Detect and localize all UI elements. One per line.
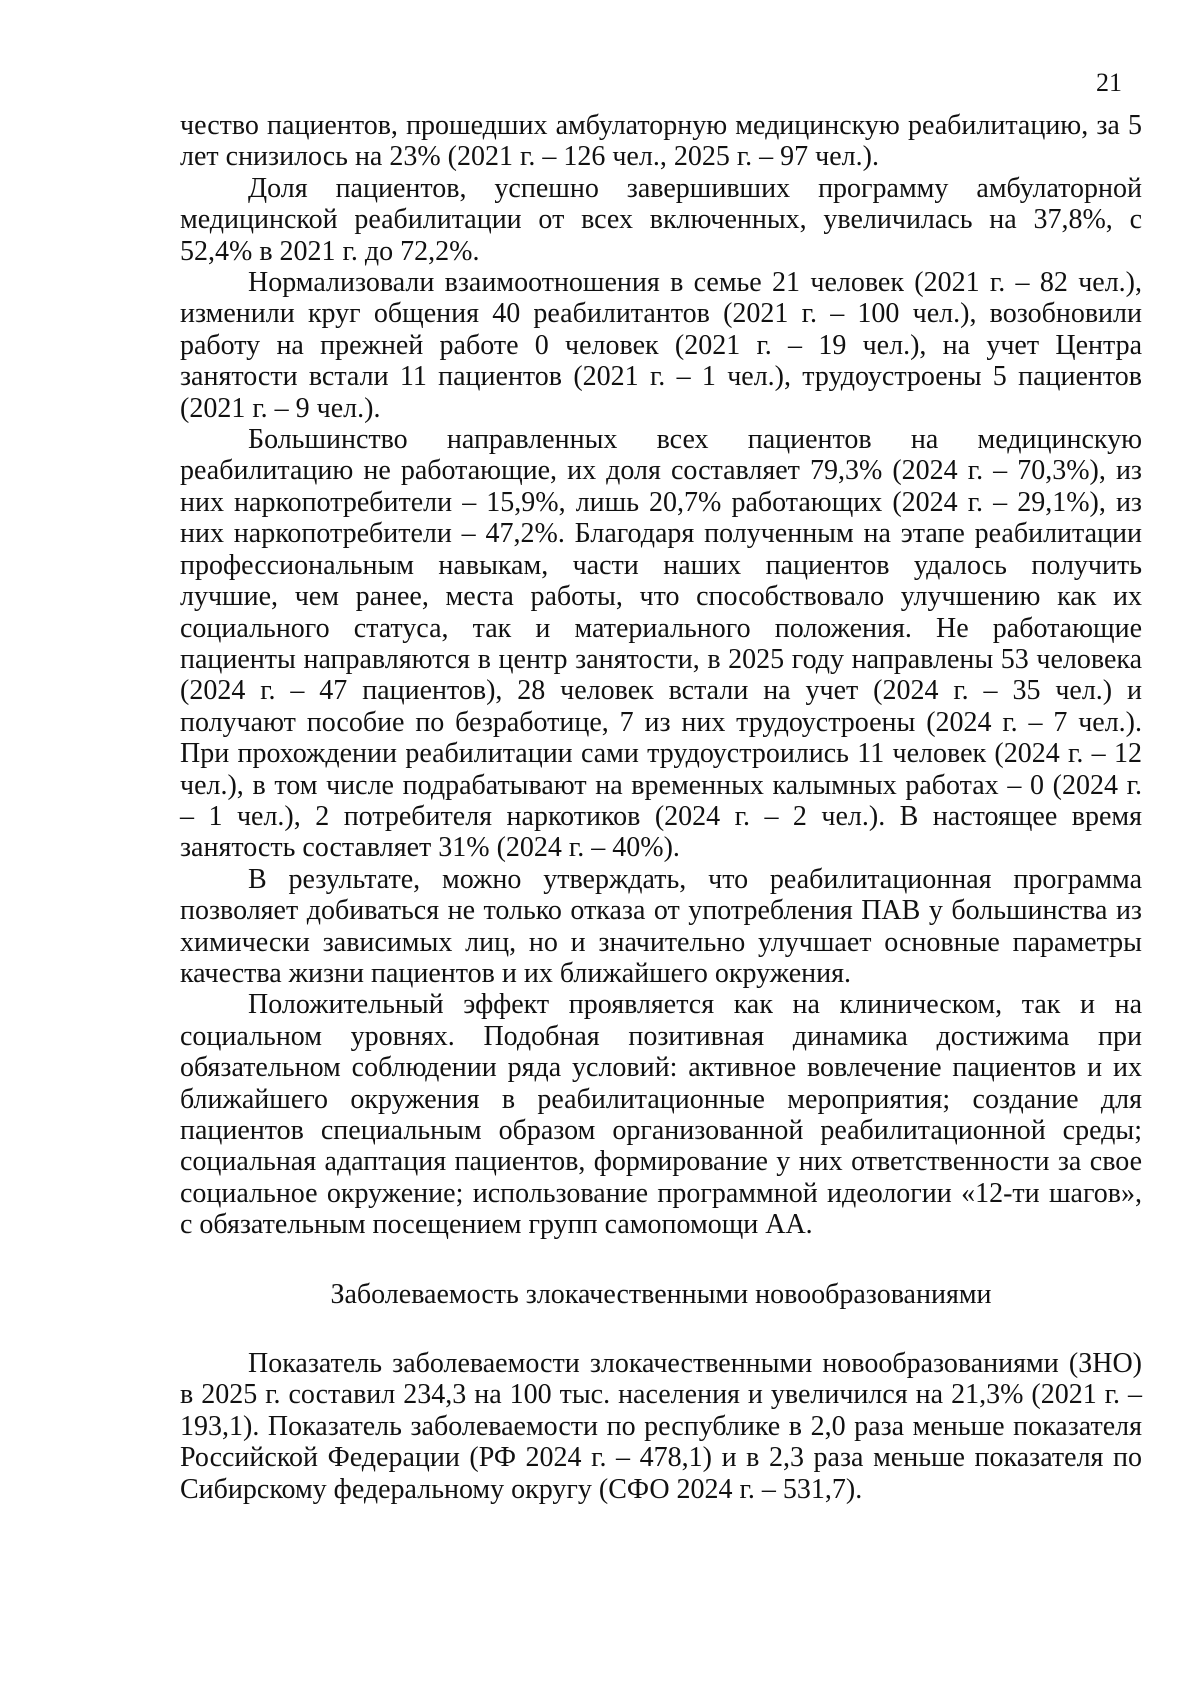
paragraph-completion-share: Доля пациентов, успешно завершивших программу амбулаторной медицинской реабилитации от всех включенных, увеличилась на 37,8%, с 52,4% в 2021 г. до 72,2%. (180, 172, 1142, 267)
section-heading: Заболеваемость злокачественными новообразованиями (330, 1278, 992, 1310)
paragraph-employment: Большинство направленных всех пациентов на медицинскую реабилитацию не работающие, их доля составляет 79,3% (2024 г. – 70,3%), из них наркопотребители – 15,9%, лишь 20,7% работающих (2024 г. – 29,1%), из них наркопотребители – 47,2%. Благодаря полученным на этапе реабилитации профессиональным навыкам, части наших пациентов удалось получить лучшие, чем ранее, места работы, что способствовало улучшению как их социального статуса, так и материального положения. Не работающие пациенты направляются в центр занятости, в 2025 году направлены 53 человека (2024 г. – 47 пациентов), 28 человек встали на учет (2024 г. – 35 чел.) и получают пособие по безработице, 7 из них трудоустроены (2024 г. – 7 чел.). При прохождении реабилитации сами трудоустроились 11 человек (2024 г. – 12 чел.), в том числе подрабатывают на временных калымных работах – 0 (2024 г. – 1 чел.), 2 потребителя наркотиков (2024 г. – 2 чел.). В настоящее время занятость составляет 31% (2024 г. – 40%). (180, 424, 1142, 864)
paragraph-oncology-incidence: Показатель заболеваемости злокачественными новообразованиями (ЗНО) в 2025 г. составил 234,3 на 100 тыс. населения и увеличился на 21,3% (2021 г. – 193,1). Показатель заболеваемости по республике в 2,0 раза меньше показателя Российской Федерации (РФ 2024 г. – 478,1) и в 2,3 раза меньше показателя по Сибирскому федеральному округу (СФО 2024 г. – 531,7). (180, 1348, 1142, 1505)
page-number: 21 (1096, 68, 1122, 97)
document-body (180, 110, 1142, 1505)
paragraph-positive-effect: Положительный эффект проявляется как на клиническом, так и на социальном уровнях. Подобная позитивная динамика достижима при обязательном соблюдении ряда условий: активное вовлечение пациентов и их ближайшего окружения в реабилитационные мероприятия; создание для пациентов специальным образом организованной реабилитационной среды; социальная адаптация пациентов, формирование у них ответственности за свое социальное окружение; использование программной идеологии «12-ти шагов», с обязательным посещением групп самопомощи АА. (180, 989, 1142, 1241)
paragraph-continuation: чество пациентов, прошедших амбулаторную медицинскую реабилитацию, за 5 лет снизилось на 23% (2021 г. – 126 чел., 2025 г. – 97 чел.). (180, 110, 1142, 173)
paragraph-social-outcomes: Нормализовали взаимоотношения в семье 21 человек (2021 г. – 82 чел.), изменили круг общения 40 реабилитантов (2021 г. – 100 чел.), возобновили работу на прежней работе 0 человек (2021 г. – 19 чел.), на учет Центра занятости встали 11 пациентов (2021 г. – 1 чел.), трудоустроены 5 пациентов (2021 г. – 9 чел.). (180, 267, 1142, 424)
paragraph-conclusion: В результате, можно утверждать, что реабилитационная программа позволяет добиваться не только отказа от употребления ПАВ у большинства из химически зависимых лиц, но и значительно улучшает основные параметры качества жизни пациентов и их ближайшего окружения. (180, 863, 1142, 989)
